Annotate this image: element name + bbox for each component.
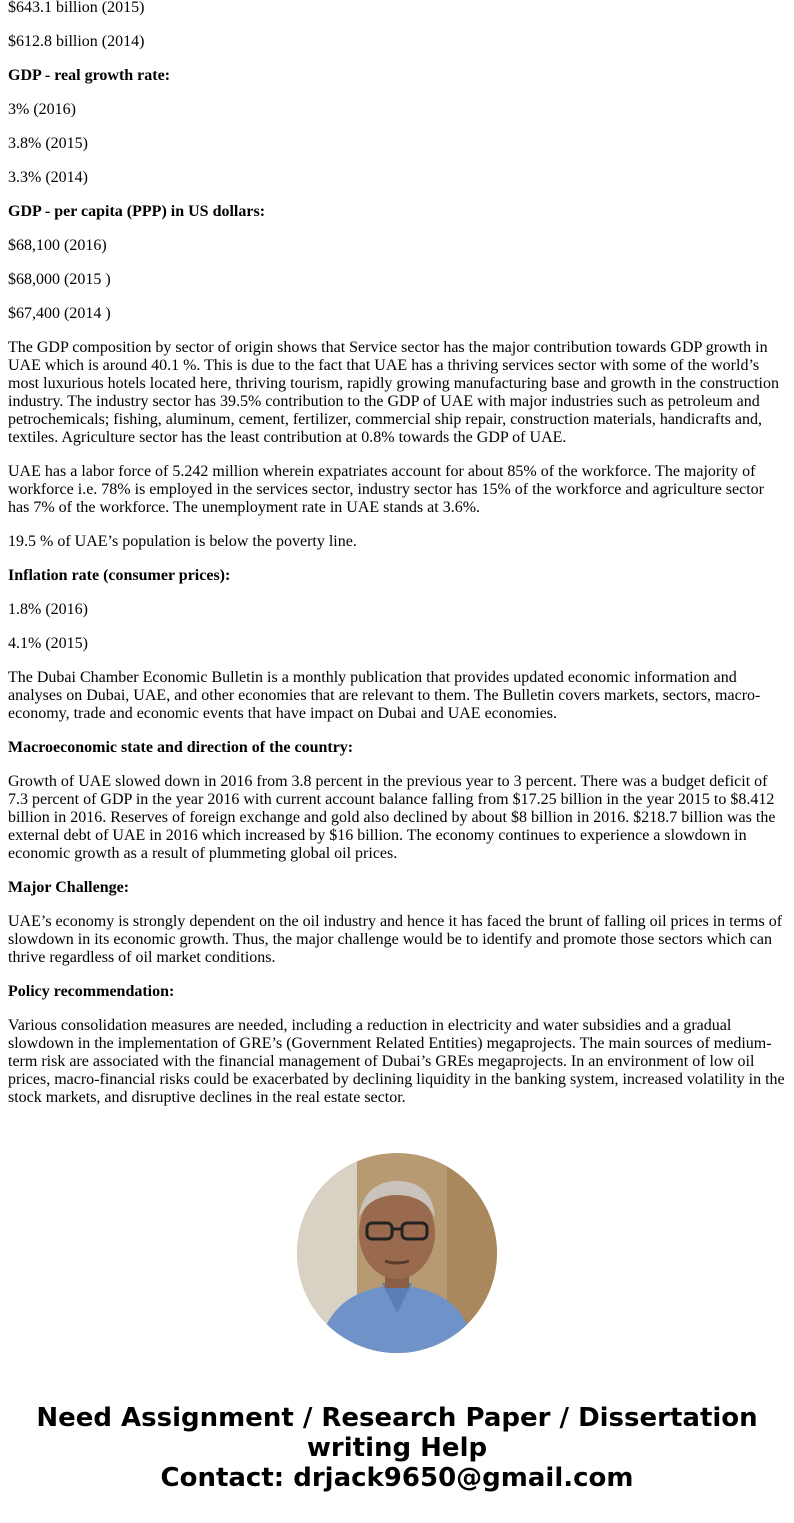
paragraph: 3.8% (2015) xyxy=(8,135,88,152)
contact-email: Contact: drjack9650@gmail.com xyxy=(160,1463,634,1493)
contact-banner xyxy=(0,1403,794,1493)
paragraph: 1.8% (2016) xyxy=(8,601,88,618)
paragraph: 4.1% (2015) xyxy=(8,635,88,652)
section-heading: Macroeconomic state and direction of the country: xyxy=(8,739,354,756)
paragraph: $612.8 billion (2014) xyxy=(8,33,145,50)
author-avatar xyxy=(297,1153,497,1353)
paragraph: The GDP composition by sector of origin shows that Service sector has the major contribution towards GDP growth in UAE which is around 40.1 %. This is due to the fact that UAE has a thriving services sector with some of the world’s most luxurious hotels located here, thriving tourism, rapidly growing manufacturing base and growth in the construction industry. The industry sector has 39.5% contribution to the GDP of UAE with major industries such as petroleum and petrochemicals; fishing, aluminum, cement, fertilizer, commercial ship repair, construction materials, handicrafts and, textiles. Agriculture sector has the least contribution at 0.8% towards the GDP of UAE. xyxy=(8,339,779,446)
section-heading: Inflation rate (consumer prices): xyxy=(8,567,231,584)
section-heading: Policy recommendation: xyxy=(8,983,175,1000)
paragraph: 3.3% (2014) xyxy=(8,169,88,186)
banner-line-1: Need Assignment / Research Paper / Dissertation xyxy=(36,1403,758,1433)
paragraph: Various consolidation measures are needed, including a reduction in electricity and water subsidies and a gradual slowdown in the implementation of GRE’s (Government Related Entities) megaprojects. The main sources of medium-term risk are associated with the financial management of Dubai’s GREs megaprojects. In an environment of low oil prices, macro-financial risks could be exacerbated by declining liquidity in the banking system, increased volatility in the stock markets, and disruptive declines in the real estate sector. xyxy=(8,1017,785,1106)
section-heading: GDP - real growth rate: xyxy=(8,67,171,84)
paragraph: UAE’s economy is strongly dependent on the oil industry and hence it has faced the brunt of falling oil prices in terms of slowdown in its economic growth. Thus, the major challenge would be to identify and promote those sectors which can thrive regardless of oil market conditions. xyxy=(8,913,783,966)
paragraph: 3% (2016) xyxy=(8,101,76,118)
paragraph: $67,400 (2014 ) xyxy=(8,305,111,322)
banner-line-2: writing Help xyxy=(306,1433,488,1463)
paragraph: Growth of UAE slowed down in 2016 from 3.8 percent in the previous year to 3 percent. There was a budget deficit of 7.3 percent of GDP in the year 2016 with current account balance falling from $17.25 billion in the year 2015 to $8.412 billion in 2016. Reserves of foreign exchange and gold also declined by about $8 billion in 2016. $218.7 billion was the external debt of UAE in 2016 which increased by $16 billion. The economy continues to experience a slowdown in economic growth as a result of plummeting global oil prices. xyxy=(8,773,776,862)
section-heading: Major Challenge: xyxy=(8,879,130,896)
paragraph: $68,000 (2015 ) xyxy=(8,271,111,288)
paragraph: $68,100 (2016) xyxy=(8,237,107,254)
paragraph: 19.5 % of UAE’s population is below the poverty line. xyxy=(8,533,357,550)
paragraph: The Dubai Chamber Economic Bulletin is a monthly publication that provides updated economic information and analyses on Dubai, UAE, and other economies that are relevant to them. The Bulletin covers markets, sectors, macro-economy, trade and economic events that have impact on Dubai and UAE economies. xyxy=(8,669,761,722)
paragraph: UAE has a labor force of 5.242 million wherein expatriates account for about 85% of the workforce. The majority of workforce i.e. 78% is employed in the services sector, industry sector has 15% of the workforce and agriculture sector has 7% of the workforce. The unemployment rate in UAE stands at 3.6%. xyxy=(8,463,764,516)
person-photo-icon xyxy=(297,1153,497,1353)
section-heading: GDP - per capita (PPP) in US dollars: xyxy=(8,203,266,220)
paragraph: $643.1 billion (2015) xyxy=(8,0,145,16)
